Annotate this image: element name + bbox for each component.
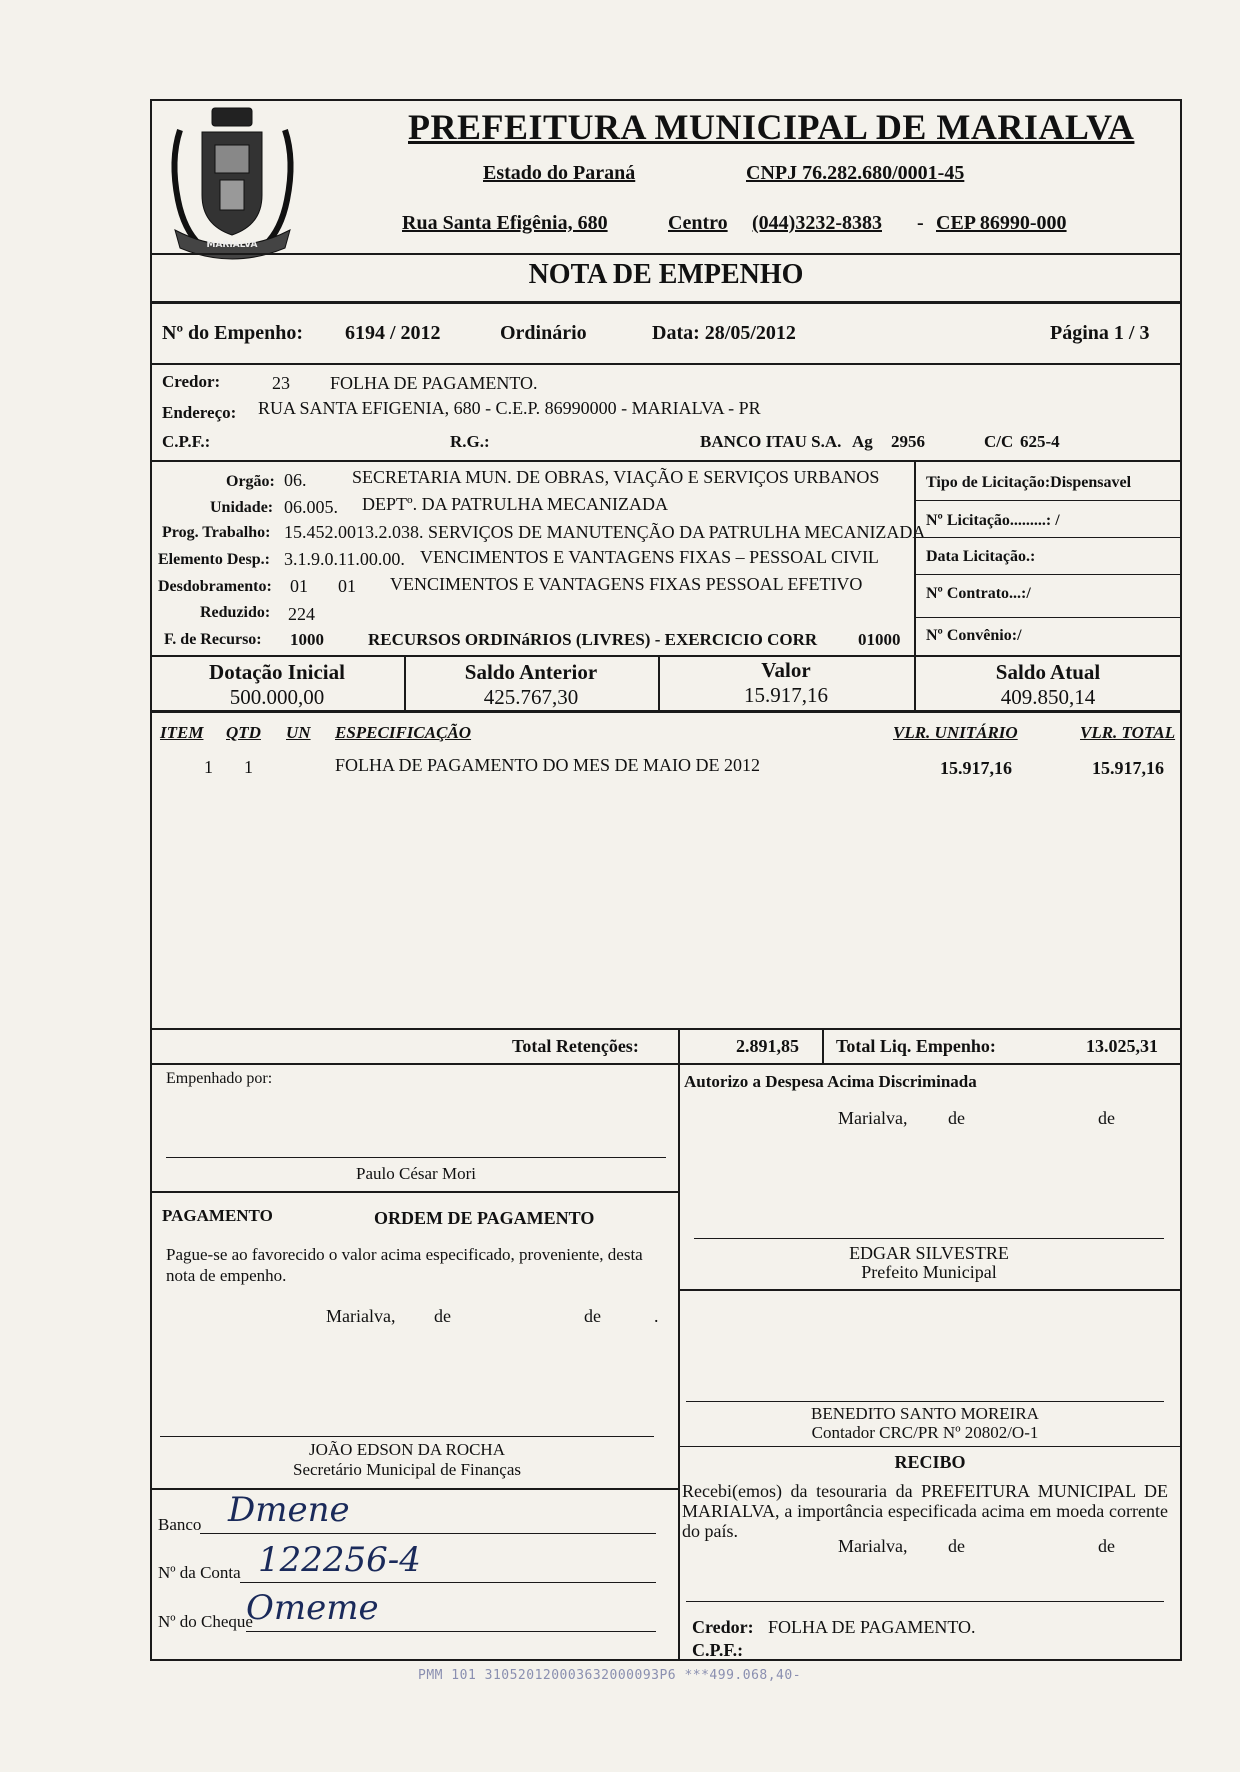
left-city: Marialva,: [326, 1306, 396, 1326]
elemento-code: 3.1.9.0.11.00.00.: [284, 549, 405, 569]
desdobramento-label: Desdobramento:: [158, 578, 272, 595]
divider: [822, 1028, 824, 1064]
page-number: Página 1 / 3: [1050, 322, 1150, 344]
account-number: 625-4: [1020, 432, 1060, 451]
divider: [150, 655, 1182, 657]
left-de1: de: [434, 1306, 451, 1326]
dash-separator: -: [917, 212, 924, 234]
item-unit-value: 15.917,16: [940, 758, 1012, 778]
balance-label: Saldo Atual: [995, 660, 1101, 684]
reduzido-label: Reduzido:: [200, 604, 271, 621]
divider: [150, 1063, 1182, 1065]
recibo-city: Marialva,: [838, 1536, 908, 1556]
divider: [914, 460, 916, 656]
liquid-label: Total Liq. Empenho:: [836, 1036, 996, 1056]
state-name: Estado do Paraná: [483, 162, 636, 184]
input-line: [246, 1631, 656, 1632]
pagamento-heading: PAGAMENTO: [162, 1206, 273, 1225]
divider: [150, 253, 1182, 255]
svg-text:MARIALVA: MARIALVA: [206, 240, 258, 250]
municipal-crest-icon: [160, 100, 305, 260]
conta-label: Nº da Conta: [158, 1563, 241, 1582]
divider: [678, 1063, 680, 1661]
banco-handwriting: Dmene: [228, 1490, 350, 1530]
recibo-credor-name: FOLHA DE PAGAMENTO.: [768, 1617, 976, 1637]
cpf-label: C.P.F.:: [162, 432, 211, 451]
divider: [150, 1191, 678, 1193]
recurso-code: 1000: [290, 630, 324, 649]
orgao-code: 06.: [284, 470, 307, 490]
elemento-desc: VENCIMENTOS E VANTAGENS FIXAS – PESSOAL CIVIL: [420, 547, 879, 567]
recurso-number: 01000: [858, 630, 901, 649]
address-label: Endereço:: [162, 403, 237, 422]
item-qtd: 1: [244, 757, 253, 777]
divider: [914, 500, 1182, 501]
signature-line: [694, 1238, 1164, 1239]
divider: [914, 537, 1182, 538]
prog-label: Prog. Trabalho:: [162, 524, 271, 541]
empenho-number: 6194 / 2012: [345, 322, 441, 344]
mayor-role: Prefeito Municipal: [861, 1262, 997, 1282]
divider: [678, 1446, 1182, 1447]
signature-line: [686, 1601, 1164, 1602]
balance-label: Valor: [761, 658, 811, 682]
balance-label: Dotação Inicial: [209, 660, 345, 684]
divider: [150, 363, 1182, 365]
licitacao-tipo: Tipo de Licitação:Dispensavel: [926, 474, 1132, 491]
empenhado-label: Empenhado por:: [166, 1070, 273, 1087]
agency-label: Ag: [852, 432, 873, 451]
recibo-de1: de: [948, 1536, 965, 1556]
account-label: C/C: [984, 432, 1014, 451]
col-header-spec: ESPECIFICAÇÃO: [335, 723, 472, 742]
cep: CEP 86990-000: [936, 212, 1067, 234]
item-total-value: 15.917,16: [1092, 758, 1164, 778]
reduzido-value: 224: [288, 604, 315, 624]
district: Centro: [668, 212, 728, 234]
recurso-label: F. de Recurso:: [164, 631, 262, 648]
retencoes-label: Total Retenções:: [512, 1036, 639, 1056]
signature-line: [166, 1157, 666, 1158]
convenio-number: Nº Convênio:/: [926, 627, 1022, 644]
divider: [150, 460, 1182, 462]
prog-desc: SERVIÇOS DE MANUTENÇÃO DA PATRULHA MECANIZADA: [428, 522, 926, 542]
balance-value: 409.850,14: [1000, 685, 1096, 709]
balance-valor: [658, 658, 914, 708]
col-header-un: UN: [286, 723, 311, 742]
prog-code: 15.452.0013.2.038.: [284, 522, 424, 542]
divider: [914, 617, 1182, 618]
recibo-heading: RECIBO: [894, 1452, 966, 1472]
balance-value: 500.000,00: [229, 685, 325, 709]
conta-handwriting: 122256-4: [258, 1540, 421, 1580]
col-header-qtd: QTD: [226, 723, 261, 742]
pague-text: Pague-se ao favorecido o valor acima especificado, proveniente, desta nota de empenho.: [166, 1245, 643, 1285]
divider: [150, 710, 1182, 713]
phone: (044)3232-8383: [752, 212, 882, 234]
contador-role: Contador CRC/PR Nº 20802/O-1: [811, 1423, 1039, 1442]
divider: [914, 574, 1182, 575]
agency-number: 2956: [891, 432, 925, 451]
empenhado-name: Paulo César Mori: [356, 1164, 476, 1183]
unidade-desc: DEPTº. DA PATRULHA MECANIZADA: [362, 494, 668, 514]
item-number: 1: [204, 757, 213, 777]
unidade-code: 06.005.: [284, 497, 338, 517]
ordem-heading: ORDEM DE PAGAMENTO: [374, 1208, 595, 1228]
right-de1: de: [948, 1108, 965, 1128]
credor-code: 23: [272, 373, 290, 393]
balance-value: 15.917,16: [744, 683, 828, 707]
licitacao-numero: Nº Licitação.........: /: [926, 512, 1060, 529]
liquid-value: 13.025,31: [1086, 1036, 1158, 1056]
desdobramento-a: 01: [290, 576, 308, 596]
contrato-number: Nº Contrato...:/: [926, 585, 1031, 602]
unidade-label: Unidade:: [210, 499, 274, 516]
item-spec: FOLHA DE PAGAMENTO DO MES DE MAIO DE 2012: [335, 755, 761, 775]
street-address: Rua Santa Efigênia, 680: [402, 212, 608, 234]
empenho-number-label: Nº do Empenho:: [162, 322, 304, 344]
licitacao-data: Data Licitação.:: [926, 548, 1036, 565]
cheque-label: Nº do Cheque: [158, 1612, 253, 1631]
divider: [150, 1028, 1182, 1030]
autorizo-text: Autorizo a Despesa Acima Discriminada: [684, 1072, 977, 1091]
right-de2: de: [1098, 1108, 1115, 1128]
empenho-type: Ordinário: [500, 322, 587, 344]
bank-name: BANCO ITAU S.A.: [700, 432, 842, 451]
credor-address: RUA SANTA EFIGENIA, 680 - C.E.P. 86990000 - MARIALVA - PR: [258, 398, 761, 418]
rg-label: R.G.:: [450, 432, 490, 451]
right-city: Marialva,: [838, 1108, 908, 1128]
mayor-name: EDGAR SILVESTRE: [849, 1243, 1009, 1263]
col-header-unit-value: VLR. UNITÁRIO: [893, 723, 1018, 742]
recurso-desc: RECURSOS ORDINáRIOS (LIVRES) - EXERCICIO CORR: [368, 630, 818, 649]
divider: [150, 301, 1182, 304]
balance-dotacao: [150, 660, 404, 710]
orgao-label: Orgão:: [226, 473, 275, 490]
balance-label: Saldo Anterior: [464, 660, 598, 684]
secretary-name: JOÃO EDSON DA ROCHA: [309, 1440, 505, 1459]
recibo-credor-label: Credor:: [692, 1617, 754, 1637]
footer-stamp: PMM 101 310520120003632000093P6 ***499.068,40-: [418, 1668, 802, 1683]
input-line: [240, 1582, 656, 1583]
recibo-cpf-label: C.P.F.:: [692, 1640, 744, 1660]
credor-name: FOLHA DE PAGAMENTO.: [330, 373, 538, 393]
banco-label: Banco: [158, 1515, 202, 1534]
doc-title: NOTA DE EMPENHO: [528, 259, 804, 290]
page-title: PREFEITURA MUNICIPAL DE MARIALVA: [408, 107, 1135, 147]
desdobramento-b: 01: [338, 576, 356, 596]
recibo-de2: de: [1098, 1536, 1115, 1556]
balance-value: 425.767,30: [483, 685, 579, 709]
orgao-desc: SECRETARIA MUN. DE OBRAS, VIAÇÃO E SERVIÇOS URBANOS: [352, 467, 880, 487]
desdobramento-desc: VENCIMENTOS E VANTAGENS FIXAS PESSOAL EFETIVO: [390, 574, 863, 594]
col-header-item: ITEM: [160, 723, 204, 742]
divider: [678, 1289, 1182, 1291]
signature-line: [160, 1436, 654, 1437]
balance-saldo-anterior: [404, 660, 658, 710]
cnpj: CNPJ 76.282.680/0001-45: [746, 162, 965, 184]
left-de2: de: [584, 1306, 601, 1326]
recibo-text: Recebi(emos) da tesouraria da PREFEITURA MUNICIPAL DE MARIALVA, a importância especificada acima em moeda corrente do país.: [682, 1481, 1168, 1541]
input-line: [200, 1533, 656, 1534]
signature-line: [686, 1401, 1164, 1402]
elemento-label: Elemento Desp.:: [158, 551, 270, 568]
cheque-handwriting: Omeme: [246, 1588, 379, 1628]
col-header-total-value: VLR. TOTAL: [1080, 723, 1176, 742]
retencoes-value: 2.891,85: [736, 1036, 799, 1056]
left-dot: .: [654, 1306, 659, 1326]
contador-name: BENEDITO SANTO MOREIRA: [811, 1404, 1039, 1423]
balance-saldo-atual: [914, 660, 1182, 710]
empenho-date: Data: 28/05/2012: [652, 322, 796, 344]
divider: [678, 1028, 680, 1064]
credor-label: Credor:: [162, 372, 221, 391]
secretary-role: Secretário Municipal de Finanças: [292, 1460, 521, 1479]
